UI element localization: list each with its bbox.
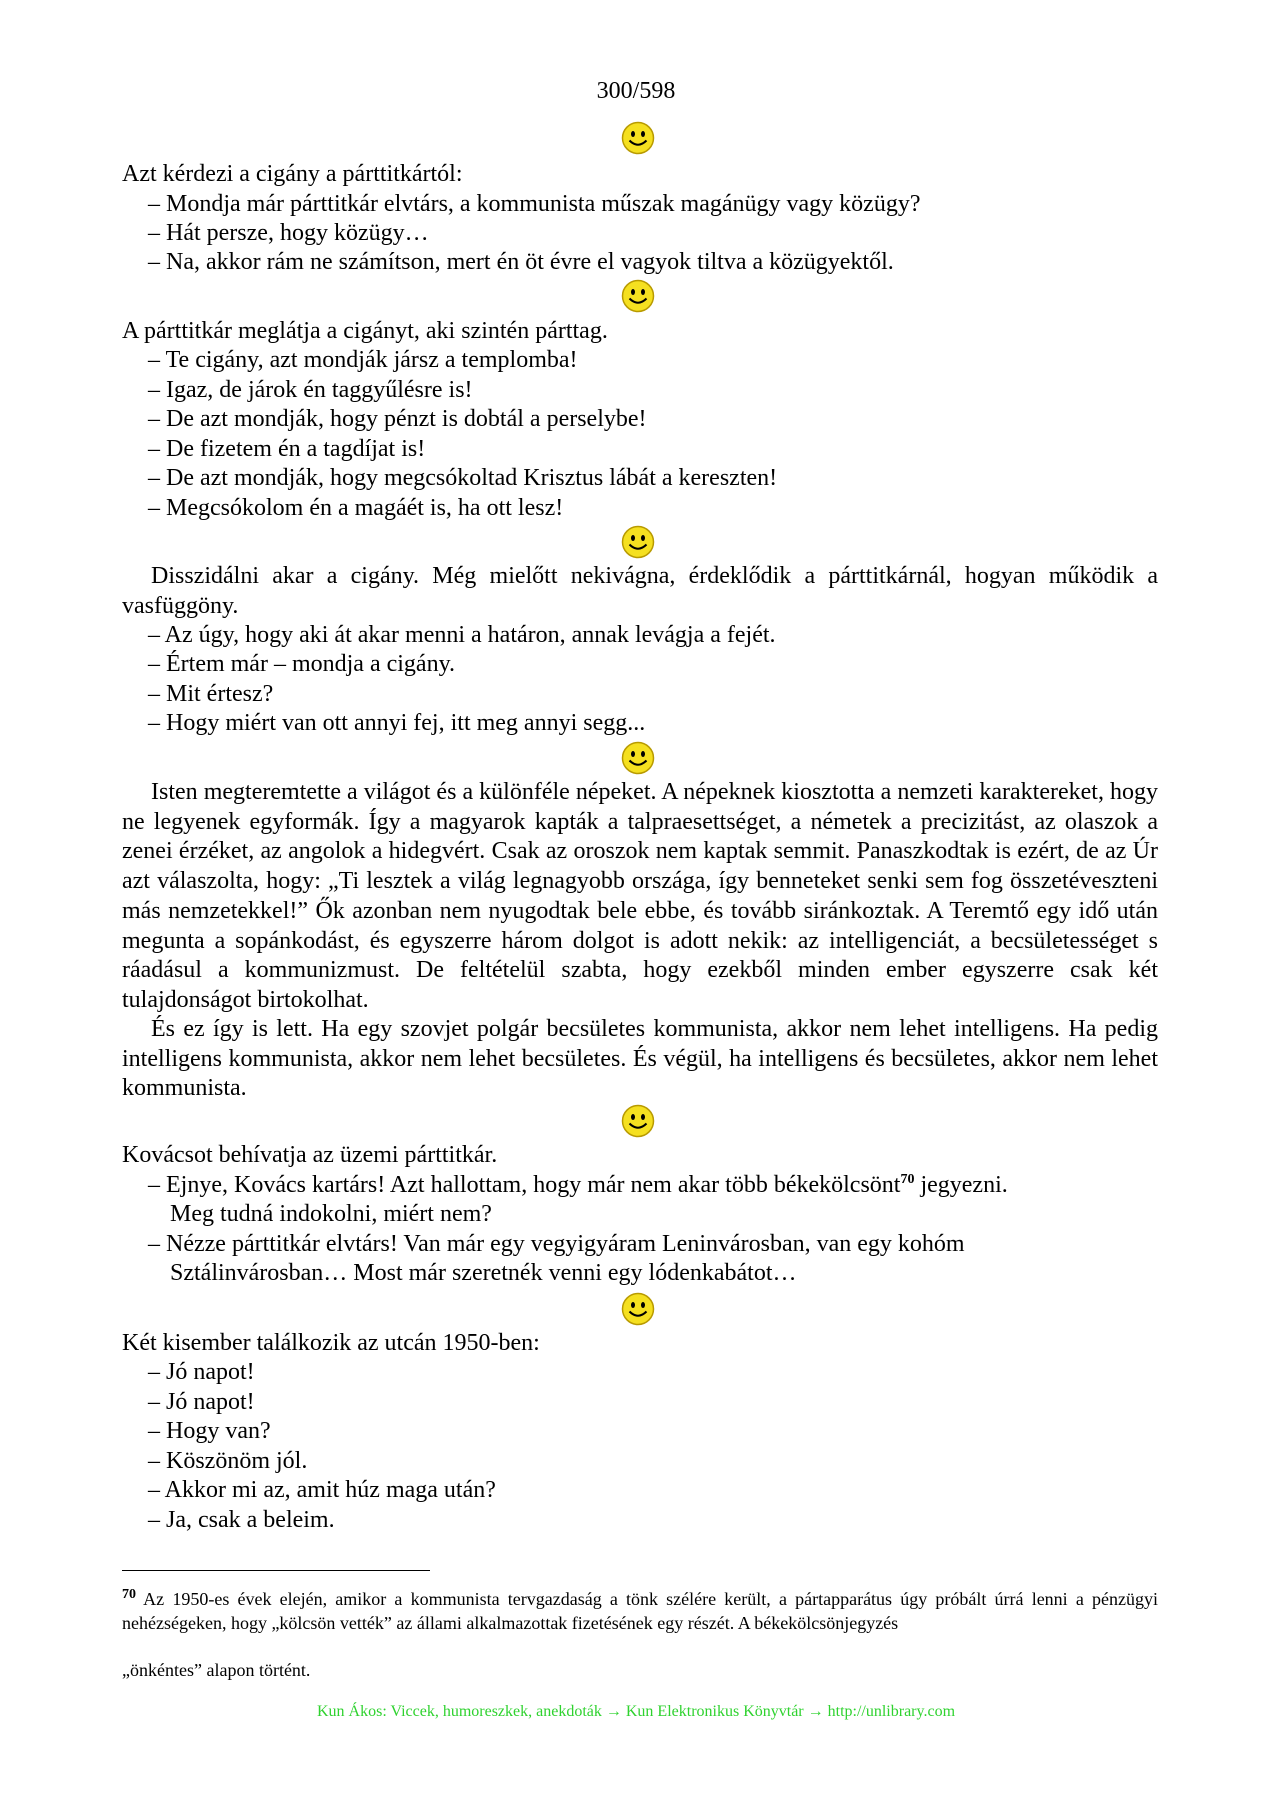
- smiley-face-icon: [621, 741, 655, 775]
- dialogue-line: – Hát persze, hogy közügy…: [148, 220, 429, 246]
- dialogue-text: jegyezni.: [914, 1172, 1008, 1198]
- footnote-last-line: „önkéntes” alapon történt.: [122, 1660, 311, 1680]
- story-paragraph: Isten megteremtette a világot és a különféle népeket. A népeknek kiosztotta a nemzeti karaktereket, hogy ne legyenek egyformák. Így a magyarok kapták a talpraesettséget, a németek a precizitást, az olaszok a zenei érzéket, az angolok a hidegvért. Csak az oroszok nem kaptak semmit. Panaszkodtak is ezért, de az Úr azt válaszolta, hogy: „Ti lesztek a világ legnagyobb országa, így benneteket senki sem fog összetéveszteni más nemzetekkel!” Ők azonban nem nyugodtak bele ebbe, és tovább siránkoztak. A Teremtő egy idő után megunta a sopánkodást, és egyszerre három dolgot is adott nekik: az intelligenciát, a becsületességet s ráadásul a kommunizmust. De feltételül szabta, hogy ezekből minden ember egyszerre csak két tulajdonságot birtokolhat.: [122, 779, 1158, 1013]
- footnote-divider: [122, 1570, 430, 1571]
- dialogue-line: – De azt mondják, hogy megcsókoltad Krisztus lábát a kereszten!: [148, 465, 778, 491]
- dialogue-line: – Mit értesz?: [148, 681, 274, 707]
- dialogue-line: – Te cigány, azt mondják jársz a templomba!: [148, 347, 578, 373]
- dialogue-line: – Akkor mi az, amit húz maga után?: [148, 1477, 496, 1503]
- dialogue-line: – Mondja már párttitkár elvtárs, a kommunista műszak magánügy vagy közügy?: [148, 191, 921, 217]
- joke-intro: Kovácsot behívatja az üzemi párttitkár.: [122, 1142, 498, 1168]
- dialogue-line: – Nézze párttitkár elvtárs! Van már egy vegyigyáram Leninvárosban, van egy kohóm: [148, 1231, 965, 1257]
- joke-intro-paragraph: Disszidálni akar a cigány. Még mielőtt nekivágna, érdeklődik a párttitkárnál, hogyan működik a vasfüggöny.: [122, 563, 1158, 619]
- dialogue-line: – Igaz, de járok én taggyűlésre is!: [148, 377, 473, 403]
- smiley-face-icon: [621, 1104, 655, 1138]
- story-paragraph: És ez így is lett. Ha egy szovjet polgár becsületes kommunista, akkor nem lehet intelligens. Ha pedig intelligens kommunista, akkor nem lehet becsületes. És végül, ha intelligens és becsületes, akkor nem lehet kommunista.: [122, 1016, 1158, 1102]
- dialogue-line-continued: Meg tudná indokolni, miért nem?: [170, 1201, 492, 1227]
- dialogue-text: – Ejnye, Kovács kartárs! Azt hallottam, hogy már nem akar több békekölcsönt: [148, 1172, 901, 1198]
- footnote-text: Az 1950-es évek elején, amikor a kommunista tervgazdaság a tönk szélére került, a pártapparátus úgy próbált úrrá lenni a pénzügyi nehézségeken, hogy „kölcsön vették” az állami alkalmazottak fizetésének egy részét. A békekölcsönjegyzés: [122, 1589, 1158, 1633]
- page-number: 300/598: [596, 78, 676, 104]
- dialogue-line: – Értem már – mondja a cigány.: [148, 651, 456, 677]
- dialogue-line: – Az úgy, hogy aki át akar menni a határon, annak levágja a fejét.: [148, 622, 776, 648]
- dialogue-line: – Jó napot!: [148, 1389, 255, 1415]
- joke-intro: Két kisember találkozik az utcán 1950-ben:: [122, 1330, 540, 1356]
- smiley-face-icon: [621, 525, 655, 559]
- smiley-face-icon: [621, 279, 655, 313]
- dialogue-line: [148, 1172, 1008, 1199]
- footnote: [122, 1587, 1158, 1635]
- dialogue-line: – Köszönöm jól.: [148, 1448, 308, 1474]
- dialogue-line: – Megcsókolom én a magáét is, ha ott lesz!: [148, 495, 564, 521]
- dialogue-line: – De fizetem én a tagdíjat is!: [148, 436, 426, 462]
- dialogue-line: – Jó napot!: [148, 1359, 255, 1385]
- joke-intro: Azt kérdezi a cigány a párttitkártól:: [122, 161, 463, 187]
- smiley-face-icon: [621, 1292, 655, 1326]
- dialogue-line: – Hogy miért van ott annyi fej, itt meg annyi segg...: [148, 710, 646, 736]
- joke-intro: A párttitkár meglátja a cigányt, aki szintén párttag.: [122, 318, 608, 344]
- footnote-reference[interactable]: 70: [900, 1172, 915, 1187]
- dialogue-line-continued: Sztálinvárosban… Most már szeretnék venni egy lódenkabátot…: [170, 1260, 797, 1286]
- dialogue-line: – Hogy van?: [148, 1418, 271, 1444]
- smiley-face-icon: [621, 121, 655, 155]
- dialogue-line: – De azt mondják, hogy pénzt is dobtál a perselybe!: [148, 406, 647, 432]
- footnote-number: 70: [122, 1587, 136, 1602]
- page-footer-link[interactable]: Kun Ákos: Viccek, humoreszkek, anekdoták → Kun Elektronikus Könyvtár → http://unlibrary.com: [316, 1703, 956, 1720]
- dialogue-line: – Na, akkor rám ne számítson, mert én öt évre el vagyok tiltva a közügyektől.: [148, 249, 894, 275]
- dialogue-line: – Ja, csak a beleim.: [148, 1507, 335, 1533]
